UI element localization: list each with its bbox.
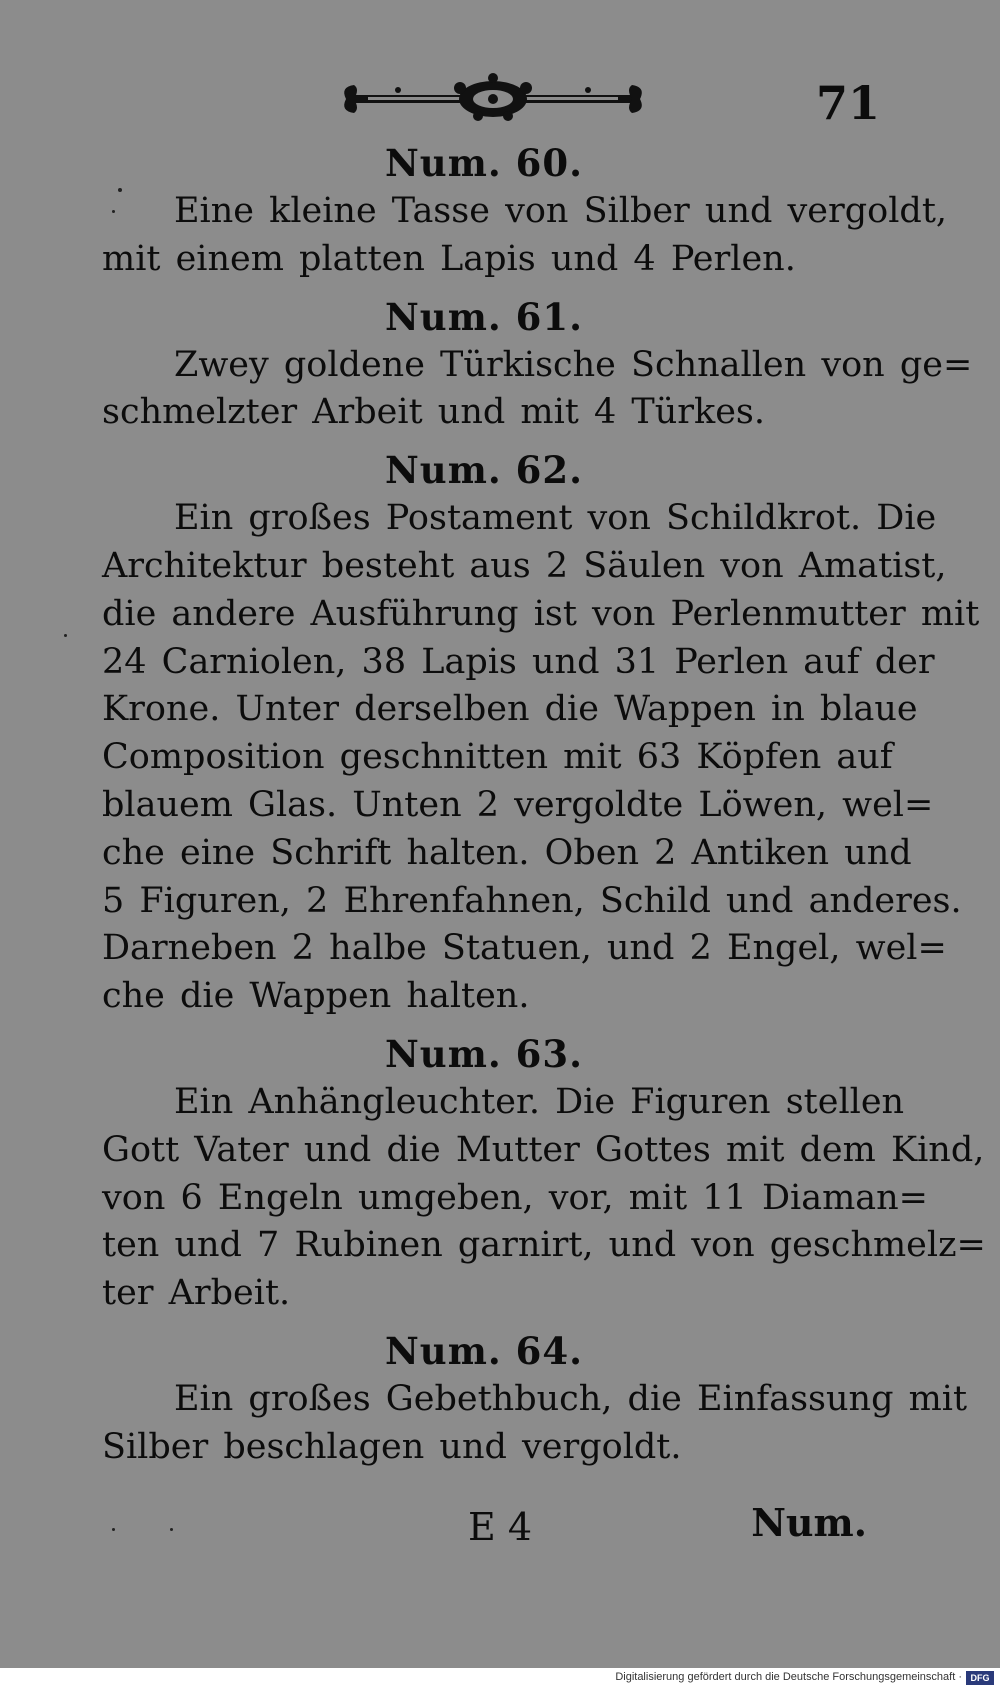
text-line: Darneben 2 halbe Statuen, und 2 Engel, wel=	[102, 928, 947, 969]
entry-text	[102, 495, 980, 1021]
entry-text	[102, 1376, 968, 1472]
text-line: blauem Glas. Unten 2 vergoldte Löwen, wel=	[102, 784, 934, 825]
entry-num-63	[102, 1029, 986, 1318]
entry-num-64	[102, 1326, 968, 1472]
entry-heading: Num. 64.	[384, 1328, 583, 1373]
text-line: che die Wappen halten.	[102, 976, 530, 1017]
text-line: Composition geschnitten mit 63 Köpfen auf	[102, 737, 893, 778]
entry-text	[102, 342, 973, 438]
text-line: Zwey goldene Türkische Schnallen von ge=	[174, 344, 973, 385]
catchword: Num.	[751, 1500, 867, 1545]
text-line: 5 Figuren, 2 Ehrenfahnen, Schild und anderes.	[102, 880, 962, 921]
signature-mark: E 4	[468, 1505, 532, 1549]
page-body	[102, 138, 986, 1480]
entry-num-62	[102, 445, 980, 1021]
text-line: mit einem platten Lapis und 4 Perlen.	[102, 238, 796, 279]
entry-text	[102, 1079, 986, 1318]
text-line: Ein Anhängleuchter. Die Figuren stellen	[174, 1081, 905, 1122]
scan-speck	[64, 634, 67, 637]
ornament-headpiece-icon	[338, 70, 648, 128]
entry-num-60	[102, 138, 948, 284]
text-line: von 6 Engeln umgeben, vor, mit 11 Diaman=	[102, 1177, 928, 1218]
scan-speck	[170, 1528, 173, 1531]
scan-speck	[112, 210, 115, 213]
text-line: Ein großes Postament von Schildkrot. Die	[174, 498, 937, 539]
entry-text	[102, 188, 948, 284]
credit-text: Digitalisierung gefördert durch die Deutsche Forschungsgemeinschaft ·	[615, 1671, 962, 1683]
text-line: Krone. Unter derselben die Wappen in blaue	[102, 689, 918, 730]
text-line: schmelzter Arbeit und mit 4 Türkes.	[102, 392, 765, 433]
text-line: che eine Schrift halten. Oben 2 Antiken und	[102, 832, 912, 873]
text-line: Eine kleine Tasse von Silber und vergoldt,	[174, 191, 948, 231]
text-line: die andere Ausführung ist von Perlenmutter mit	[102, 593, 980, 634]
entry-heading: Num. 62.	[384, 448, 583, 493]
scan-speck	[118, 188, 122, 192]
entry-heading: Num. 63.	[384, 1031, 583, 1076]
digitization-credit-bar	[0, 1668, 1000, 1691]
text-line: Silber beschlagen und vergoldt.	[102, 1426, 682, 1467]
text-line: Ein großes Gebethbuch, die Einfassung mit	[174, 1378, 968, 1419]
text-line: ter Arbeit.	[102, 1273, 291, 1314]
text-line: 24 Carniolen, 38 Lapis und 31 Perlen auf der	[102, 641, 935, 682]
entry-num-61	[102, 292, 973, 438]
text-line: Architektur besteht aus 2 Säulen von Amatist,	[102, 545, 947, 586]
text-line: Gott Vater und die Mutter Gottes mit dem Kind,	[102, 1129, 985, 1170]
page-number: 71	[815, 76, 880, 130]
scan-speck	[112, 1528, 115, 1531]
entry-heading: Num. 60.	[384, 141, 583, 185]
text-line: ten und 7 Rubinen garnirt, und von geschmelz=	[102, 1225, 986, 1266]
dfg-logo-icon: DFG	[966, 1671, 994, 1685]
entry-heading: Num. 61.	[384, 294, 583, 339]
